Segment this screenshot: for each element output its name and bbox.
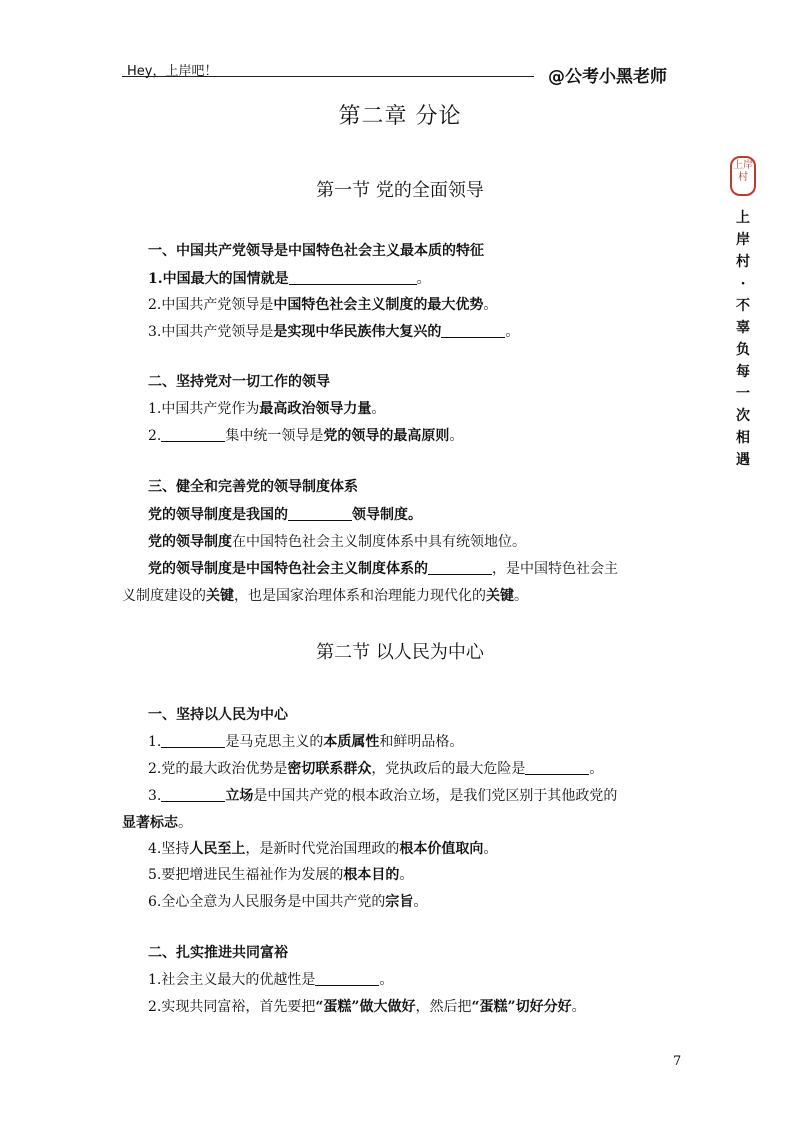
slogan-char: 每 (736, 364, 750, 380)
fill-blank[interactable] (441, 323, 505, 338)
page-number: 7 (673, 1054, 682, 1069)
header-left-text: Hey，上岸吧！ (127, 64, 218, 79)
chapter-title: 第二章 分论 (338, 104, 462, 129)
slogan-char: 上 (736, 210, 750, 226)
fill-blank[interactable] (288, 506, 352, 521)
side-seal-logo: 上岸村 (730, 156, 756, 196)
section1-part3-line2: 党的领导制度在中国特色社会主义制度体系中具有统领地位。 (148, 534, 526, 550)
slogan-char: 不 (736, 298, 750, 314)
slogan-char: 一 (736, 386, 750, 402)
section-title-2: 第二节 以人民为中心 (316, 642, 484, 663)
section2-part1-item3: 3. 立场是中国共产党的根本政治立场，是我们党区别于其他政党的 (148, 788, 618, 804)
section1-part2-heading: 二、坚持党对一切工作的领导 (148, 374, 330, 390)
slogan-char: 负 (736, 342, 750, 358)
section2-part1-item6: 6.全心全意为人民服务是中国共产党的宗旨。 (148, 894, 428, 910)
section2-part2-item2: 2.实现共同富裕，首先要把“蛋糕”做大做好，然后把“蛋糕”切好分好。 (148, 999, 586, 1015)
section-title-1: 第一节 党的全面领导 (316, 180, 484, 201)
section2-part1-item3-cont: 显著标志。 (122, 815, 192, 831)
section1-part1-item2: 2.中国共产党领导是中国特色社会主义制度的最大优势。 (148, 297, 498, 313)
header-rule (122, 76, 534, 77)
fill-blank[interactable] (525, 760, 589, 775)
fill-blank[interactable] (289, 270, 417, 285)
slogan-char: 相 (736, 430, 750, 446)
slogan-char: · (740, 276, 746, 292)
fill-blank[interactable] (161, 427, 225, 442)
section1-part3-line3: 党的领导制度是中国特色社会主义制度体系的 ，是中国特色社会主 (148, 561, 618, 577)
section2-part1-item4: 4.坚持人民至上，是新时代党治国理政的根本价值取向。 (148, 841, 498, 857)
section2-part1-item2: 2.党的最大政治优势是密切联系群众，党执政后的最大危险是 。 (148, 761, 604, 777)
section2-part1-item5: 5.要把增进民生福祉作为发展的根本目的。 (148, 867, 414, 883)
section1-part3-line1: 党的领导制度是我国的 领导制度。 (148, 507, 422, 523)
slogan-char: 辜 (736, 320, 750, 336)
section1-part3-heading: 三、健全和完善党的领导制度体系 (148, 479, 358, 495)
side-vertical-slogan (733, 207, 753, 471)
section1-part2-item2: 2. 集中统一领导是党的领导的最高原则。 (148, 428, 464, 444)
fill-blank[interactable] (315, 971, 379, 986)
fill-blank[interactable] (161, 733, 225, 748)
section1-part2-item1: 1.中国共产党作为最高政治领导力量。 (148, 401, 386, 417)
section2-part1-item1: 1. 是马克思主义的本质属性和鲜明品格。 (148, 734, 464, 750)
section1-part1-item1: 1.中国最大的国情就是 。 (148, 271, 431, 287)
section1-part1-item3: 3.中国共产党领导是是实现中华民族伟大复兴的 。 (148, 324, 520, 340)
section1-part3-line4: 义制度建设的关键，也是国家治理体系和治理能力现代化的关键。 (122, 588, 528, 604)
fill-blank[interactable] (161, 787, 225, 802)
slogan-char: 遇 (736, 452, 750, 468)
slogan-char: 村 (736, 254, 750, 270)
slogan-char: 岸 (736, 232, 750, 248)
section2-part2-item1: 1.社会主义最大的优越性是 。 (148, 972, 394, 988)
fill-blank[interactable] (428, 560, 492, 575)
section1-part1-heading: 一、中国共产党领导是中国特色社会主义最本质的特征 (148, 243, 484, 259)
section2-part1-heading: 一、坚持以人民为中心 (148, 707, 288, 723)
header-right-text: @公考小黑老师 (548, 67, 667, 87)
slogan-char: 次 (736, 408, 750, 424)
section2-part2-heading: 二、扎实推进共同富裕 (148, 945, 288, 961)
